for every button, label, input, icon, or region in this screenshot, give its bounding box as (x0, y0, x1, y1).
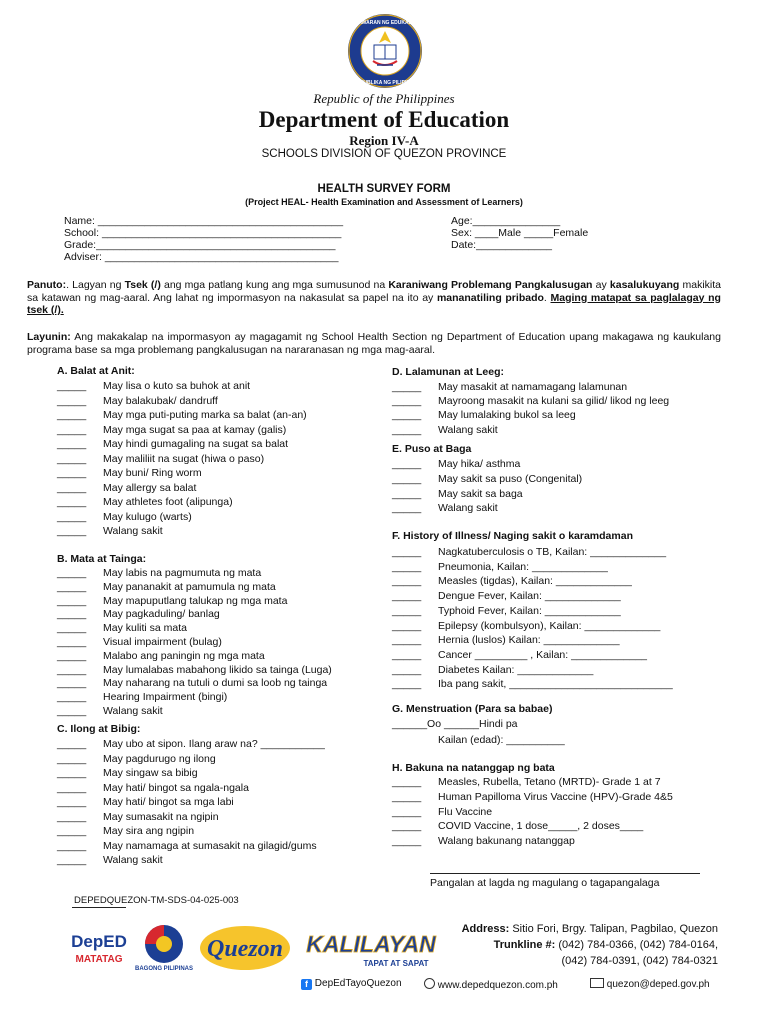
section-h-checkbox-blank[interactable]: _____ (392, 835, 422, 848)
section-f-checkbox-blank[interactable]: _____ (392, 648, 422, 661)
section-f-item: Pneumonia, Kailan: _____________ (438, 560, 608, 573)
section-g-options[interactable]: ______Oo ______Hindi pa (392, 718, 518, 730)
section-c-checkbox-blank[interactable]: _____ (57, 839, 87, 852)
region-heading: Region IV-A (349, 133, 419, 148)
layunin-paragraph (27, 331, 721, 356)
section-f-checkbox-blank[interactable]: _____ (392, 590, 422, 603)
section-h-item: Measles, Rubella, Tetano (MRTD)- Grade 1 at 7 (438, 776, 661, 788)
section-a-item: May hindi gumagaling na sugat sa balat (103, 438, 289, 450)
section-d-checkbox-blank[interactable]: _____ (392, 423, 422, 436)
section-d-item: May masakit at namamagang lalamunan (438, 381, 628, 393)
section-h-checkbox-blank[interactable]: _____ (392, 776, 422, 788)
section-h-checkbox-blank[interactable]: _____ (392, 820, 422, 833)
section-b-item: May naharang na tutuli o dumi sa loob ng tainga (103, 677, 328, 690)
section-b-item: May lumalabas mabahong likido sa tainga (Luga) (103, 663, 332, 676)
section-b-item: May pananakit at pamumula ng mata (103, 580, 276, 593)
panuto-paragraph (27, 279, 721, 317)
section-b-checkbox-blank[interactable]: _____ (57, 567, 87, 579)
section-b-checkbox-blank[interactable]: _____ (57, 691, 87, 704)
section-a-checkbox-blank[interactable]: _____ (57, 394, 87, 407)
section-c-item: May pagdurugo ng ilong (103, 752, 216, 765)
website-url: www.depedquezon.com.ph (437, 980, 558, 991)
section-f-checkbox-blank[interactable]: _____ (392, 663, 422, 676)
trunkline-label: Trunkline #: (493, 939, 556, 951)
school-field[interactable]: School: _________________________________________ (64, 227, 342, 239)
email-link[interactable] (590, 978, 710, 990)
section-c-item: May namamaga at sumasakit na gilagid/gums (103, 839, 317, 852)
matatag-logo-text: MATATAG (75, 954, 123, 965)
section-h-item: Flu Vaccine (438, 805, 493, 818)
section-c-checkbox-blank[interactable]: _____ (57, 796, 87, 808)
section-f-item: Diabetes Kailan: _____________ (438, 663, 594, 676)
section-h-item: Human Papilloma Virus Vaccine (HPV)-Grade 4&5 (438, 790, 673, 803)
section-f-checkbox-blank[interactable]: _____ (392, 575, 422, 588)
section-f-checkbox-blank[interactable]: _____ (392, 634, 422, 647)
section-f-checkbox-blank[interactable]: _____ (392, 604, 422, 617)
section-b-checkbox-blank[interactable]: _____ (57, 622, 87, 635)
layunin-text: Ang makakalap na impormasyon ay magagamit ng School Health Section ng Department of Education upang makagawa ng kaukulang programa base sa mga problemang pangkalusugan na nararanasan ng mga mag-aaral. (27, 331, 721, 356)
division-heading: SCHOOLS DIVISION OF QUEZON PROVINCE (261, 148, 507, 160)
section-f-item: Epilepsy (kombulsyon), Kailan: _____________ (438, 619, 661, 632)
form-subtitle: (Project HEAL- Health Examination and Assessment of Learners) (245, 197, 523, 207)
panuto-text-2: ang mga patlang kung ang mga sumusunod na (160, 279, 389, 291)
section-h-item: Walang bakunang natanggap (438, 835, 575, 848)
section-f-checkbox-blank[interactable]: _____ (392, 560, 422, 573)
section-e-item: May hika/ asthma (438, 458, 521, 470)
section-f-item: Measles (tigdas), Kailan: _____________ (438, 575, 632, 588)
panuto-bold-3: mananatiling pribado (436, 291, 544, 304)
signature-line (430, 873, 700, 874)
section-c-item: Walang sakit (103, 854, 163, 866)
section-a-checkbox-blank[interactable]: _____ (57, 380, 87, 392)
section-a-item: May mga sugat sa paa at kamay (galis) (103, 423, 287, 436)
section-a-item: May lisa o kuto sa buhok at anit (103, 380, 251, 392)
section-b-checkbox-blank[interactable]: _____ (57, 608, 87, 621)
section-f-item: Dengue Fever, Kailan: _____________ (438, 590, 621, 603)
section-c-checkbox-blank[interactable]: _____ (57, 738, 87, 750)
section-f-item: Cancer _________ , Kailan: _____________ (438, 648, 648, 661)
contact-block (440, 921, 718, 969)
section-g-age-field[interactable]: Kailan (edad): __________ (438, 734, 565, 746)
section-b-checkbox-blank[interactable]: _____ (57, 594, 87, 607)
section-b-item: May labis na pagmumuta ng mata (103, 567, 262, 579)
section-a-checkbox-blank[interactable]: _____ (57, 423, 87, 436)
facebook-handle: DepEdTayoQuezon (314, 978, 402, 989)
section-c-item: May sumasakit na ngipin (103, 810, 219, 823)
name-field[interactable]: Name: __________________________________________ (64, 215, 344, 227)
grade-field[interactable]: Grade:_________________________________________ (64, 239, 336, 251)
trunkline-line (440, 937, 718, 953)
globe-icon (424, 978, 435, 989)
layunin-label: Layunin: (27, 331, 71, 343)
signature-caption: Pangalan at lagda ng magulang o tagapangalaga (430, 877, 660, 889)
section-a-item: Walang sakit (103, 525, 163, 537)
section-a-checkbox-blank[interactable]: _____ (57, 438, 87, 450)
section-b-checkbox-blank[interactable]: _____ (57, 663, 87, 676)
sex-field[interactable]: Sex: ____Male _____Female (451, 227, 589, 239)
section-a-checkbox-blank[interactable]: _____ (57, 481, 87, 494)
section-a-item: May balakubak/ dandruff (103, 394, 218, 407)
quezon-logo-text: Quezon (206, 936, 284, 962)
section-f-checkbox-blank[interactable]: _____ (392, 546, 422, 558)
trunkline-line-2: (042) 784-0391, (042) 784-0321 (561, 955, 718, 967)
panuto-bold-2: kasalukuyang (609, 279, 680, 291)
section-d-checkbox-blank[interactable]: _____ (392, 381, 422, 393)
section-e-item: Walang sakit (438, 502, 498, 515)
section-c-item: May singaw sa bibig (103, 767, 198, 779)
deped-logo-text: DepED (71, 932, 127, 951)
section-b-item: May kuliti sa mata (103, 622, 188, 635)
kalilayan-logo (296, 928, 446, 970)
section-a-checkbox-blank[interactable]: _____ (57, 525, 87, 537)
section-c-item: May hati/ bingot sa mga labi (103, 796, 234, 808)
section-b-item: Walang sakit (103, 705, 163, 717)
date-field[interactable]: Date:_____________ (451, 239, 553, 251)
facebook-icon: f (301, 979, 312, 990)
section-e-checkbox-blank[interactable]: _____ (392, 472, 422, 485)
section-b-item: May pagkaduling/ banlag (103, 608, 220, 621)
section-e-checkbox-blank[interactable]: _____ (392, 458, 422, 470)
bagong-pilipinas-logo (133, 922, 195, 972)
section-a-title: A. Balat at Anit: (57, 365, 135, 377)
panuto-text-4: makikita sa katawan ng mag-aaral. Ang lahat ng impormasyon na nakasulat sa papel na ito ay (27, 279, 722, 304)
section-b-checkbox-blank[interactable]: _____ (57, 705, 87, 717)
deped-quezon-logo (198, 924, 292, 972)
section-c-item: May hati/ bingot sa ngala-ngala (103, 781, 249, 794)
age-field[interactable]: Age:_______________ (451, 215, 561, 227)
republic-heading: Republic of the Philippines (313, 91, 455, 106)
section-f-item: Nagkatuberculosis o TB, Kailan: _____________ (438, 546, 667, 558)
section-c-checkbox-blank[interactable]: _____ (57, 854, 87, 866)
svg-text:KAGAWARAN NG EDUKASYON: KAGAWARAN NG EDUKASYON (347, 20, 423, 26)
section-c-checkbox-blank[interactable]: _____ (57, 767, 87, 779)
section-a-checkbox-blank[interactable]: _____ (57, 452, 87, 465)
section-c-item: May ubo at sipon. Ilang araw na? ___________ (103, 738, 325, 750)
section-a-checkbox-blank[interactable]: _____ (57, 496, 87, 508)
panuto-tsek: Tsek (/) (124, 279, 161, 291)
mail-icon (590, 978, 604, 988)
deped-seal-logo (347, 13, 423, 89)
section-b-title: B. Mata at Tainga: (57, 553, 147, 565)
section-b-checkbox-blank[interactable]: _____ (57, 580, 87, 593)
section-d-item: Walang sakit (438, 423, 498, 436)
panuto-text-5: . (543, 291, 551, 304)
section-c-checkbox-blank[interactable]: _____ (57, 825, 87, 837)
address-line (440, 921, 718, 937)
section-d-checkbox-blank[interactable]: _____ (392, 395, 422, 408)
section-c-title: C. Ilong at Bibig: (57, 723, 141, 735)
footer-divider (72, 907, 126, 908)
svg-text:REPUBLIKA NG PILIPINAS: REPUBLIKA NG PILIPINAS (353, 80, 417, 86)
section-a-item: May kulugo (warts) (103, 510, 192, 523)
section-f-item: Typhoid Fever, Kailan: _____________ (438, 604, 621, 617)
email-address: quezon@deped.gov.ph (606, 979, 710, 990)
section-a-item: May buni/ Ring worm (103, 467, 202, 479)
facebook-link[interactable] (301, 978, 402, 990)
section-d-item: Mayroong masakit na kulani sa gilid/ likod ng leeg (438, 395, 670, 408)
section-c-item: May sira ang ngipin (103, 825, 195, 837)
section-b-item: Hearing Impairment (bingi) (103, 691, 228, 704)
department-heading: Department of Education (258, 107, 510, 132)
section-a-checkbox-blank[interactable]: _____ (57, 510, 87, 523)
section-c-checkbox-blank[interactable]: _____ (57, 781, 87, 794)
kalilayan-tagline: TAPAT AT SAPAT (363, 959, 429, 968)
panuto-label: Panuto: (27, 279, 67, 291)
section-f-checkbox-blank[interactable]: _____ (392, 678, 422, 691)
panuto-text-3: ay (592, 279, 610, 291)
section-e-checkbox-blank[interactable]: _____ (392, 487, 422, 500)
section-a-item: May mga puti-puting marka sa balat (an-an) (103, 409, 307, 421)
document-code: DEPEDQUEZON-TM-SDS-04-025-003 (74, 895, 239, 906)
section-b-checkbox-blank[interactable]: _____ (57, 677, 87, 690)
section-f-item: Hernia (luslos) Kailan: _____________ (438, 634, 620, 647)
section-h-title: H. Bakuna na natanggap ng bata (392, 762, 555, 774)
address-text: Sitio Fori, Brgy. Talipan, Pagbilao, Quezon (509, 923, 718, 935)
adviser-field[interactable]: Adviser: ________________________________________ (64, 251, 339, 263)
section-b-checkbox-blank[interactable]: _____ (57, 636, 87, 648)
section-f-checkbox-blank[interactable]: _____ (392, 619, 422, 632)
deped-matatag-logo (70, 925, 128, 971)
section-h-checkbox-blank[interactable]: _____ (392, 805, 422, 818)
section-g-title: G. Menstruation (Para sa babae) (392, 703, 553, 715)
panuto-bold-1: Karaniwang Problemang Pangkalusugan (388, 279, 593, 291)
panuto-text-1: . Lagyan ng (66, 279, 125, 291)
section-h-checkbox-blank[interactable]: _____ (392, 790, 422, 803)
website-link[interactable] (424, 978, 558, 991)
section-h-item: COVID Vaccine, 1 dose_____, 2 doses____ (438, 820, 644, 833)
trunkline-text-1: (042) 784-0366, (042) 784-0164, (555, 939, 718, 951)
section-e-title: E. Puso at Baga (392, 443, 472, 455)
section-e-item: May sakit sa puso (Congenital) (438, 472, 583, 485)
section-a-item: May athletes foot (alipunga) (103, 496, 233, 508)
kalilayan-logo-text: KALILAYAN (306, 931, 436, 957)
bagong-pilipinas-logo-text: BAGONG PILIPINAS (134, 966, 194, 972)
section-b-checkbox-blank[interactable]: _____ (57, 649, 87, 662)
form-title: HEALTH SURVEY FORM (317, 183, 451, 195)
section-b-item: Visual impairment (bulag) (103, 636, 222, 648)
section-c-checkbox-blank[interactable]: _____ (57, 810, 87, 823)
section-b-item: May mapuputlang talukap ng mga mata (103, 594, 288, 607)
address-label: Address: (461, 923, 510, 935)
section-a-item: May allergy sa balat (103, 481, 197, 494)
section-d-title: D. Lalamunan at Leeg: (392, 366, 505, 378)
section-c-checkbox-blank[interactable]: _____ (57, 752, 87, 765)
section-a-checkbox-blank[interactable]: _____ (57, 467, 87, 479)
section-e-checkbox-blank[interactable]: _____ (392, 502, 422, 515)
section-e-item: May sakit sa baga (438, 487, 523, 500)
section-b-item: Malabo ang paningin ng mga mata (103, 649, 265, 662)
section-f-title: F. History of Illness/ Naging sakit o karamdaman (392, 530, 633, 542)
section-d-checkbox-blank[interactable]: _____ (392, 409, 422, 422)
section-f-item: Iba pang sakit, ____________________________ (438, 678, 673, 691)
section-d-item: May lumalaking bukol sa leeg (438, 409, 576, 422)
section-a-item: May maliliit na sugat (hiwa o paso) (103, 452, 265, 465)
section-a-checkbox-blank[interactable]: _____ (57, 409, 87, 421)
panuto-underline: Maging matapat sa paglalagay ng tsek (/). (27, 291, 721, 316)
